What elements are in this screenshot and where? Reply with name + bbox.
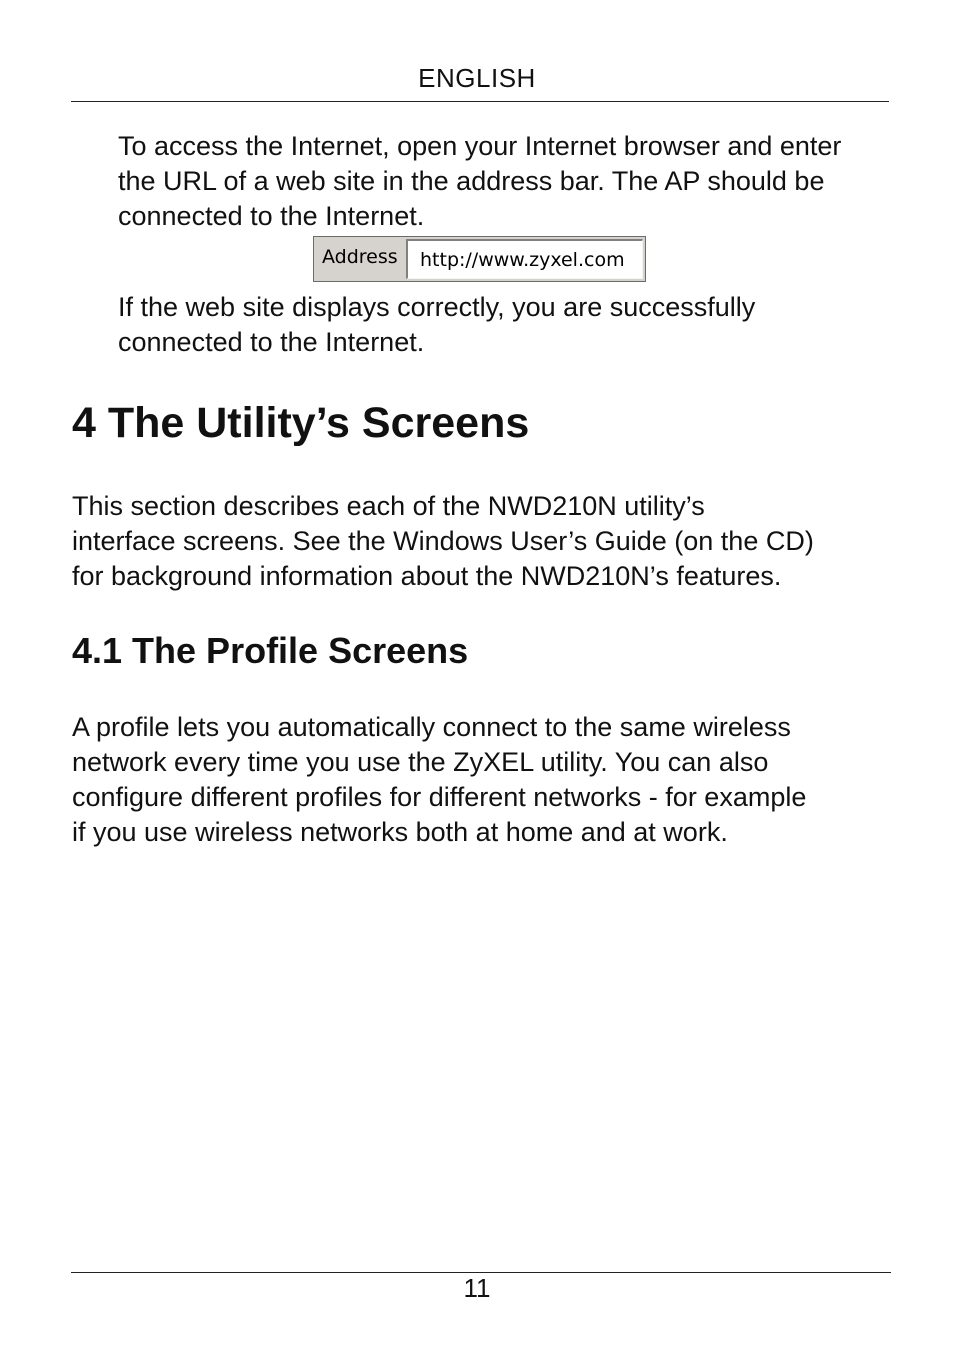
page-number: 11 bbox=[463, 1273, 491, 1303]
paragraph-line: connected to the Internet. bbox=[118, 201, 425, 231]
paragraph-line: If the web site displays correctly, you are successfully bbox=[118, 292, 756, 322]
paragraph-profile bbox=[72, 710, 806, 850]
paragraph-line: configure different profiles for different networks - for example bbox=[72, 782, 807, 812]
paragraph-line: if you use wireless networks both at home and at work. bbox=[72, 817, 728, 847]
address-url-field: http://www.zyxel.com bbox=[406, 239, 643, 279]
paragraph-line: A profile lets you automatically connect to the same wireless bbox=[72, 712, 791, 742]
paragraph-line: for background information about the NWD210N’s features. bbox=[72, 561, 782, 591]
paragraph-line: To access the Internet, open your Internet browser and enter bbox=[118, 131, 842, 161]
section-heading: 4 The Utility’s Screens bbox=[72, 399, 530, 447]
subsection-heading: 4.1 The Profile Screens bbox=[72, 630, 469, 671]
paragraph-line: connected to the Internet. bbox=[118, 327, 425, 357]
paragraph-line: network every time you use the ZyXEL utility. You can also bbox=[72, 747, 769, 777]
page-header-language: ENGLISH bbox=[418, 63, 536, 93]
paragraph-access-internet bbox=[118, 129, 841, 234]
address-label: Address bbox=[314, 237, 406, 281]
header-divider bbox=[71, 101, 889, 102]
paragraph-line: interface screens. See the Windows User’s Guide (on the CD) bbox=[72, 526, 814, 556]
paragraph-section-intro bbox=[72, 489, 814, 594]
paragraph-success bbox=[118, 290, 755, 360]
paragraph-line: the URL of a web site in the address bar. The AP should be bbox=[118, 166, 825, 196]
paragraph-line: This section describes each of the NWD210N utility’s bbox=[72, 491, 705, 521]
address-bar-screenshot bbox=[313, 236, 646, 282]
